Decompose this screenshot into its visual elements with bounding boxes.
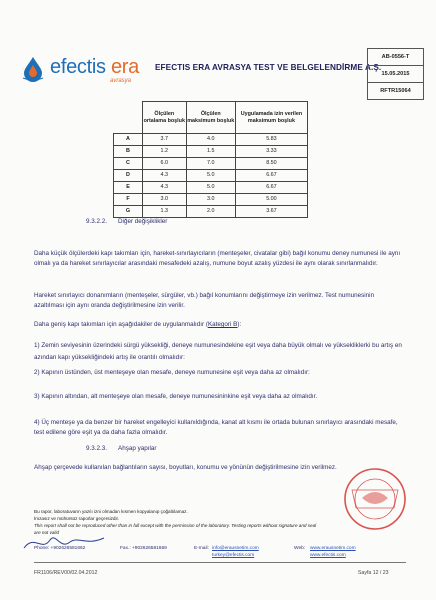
- email-link-secondary[interactable]: turkey@efectis.com: [212, 553, 255, 558]
- website-link-secondary[interactable]: www.efectis.com: [310, 553, 346, 558]
- phone-number: Phone: +902626581662: [34, 546, 86, 551]
- row-label: E: [114, 182, 143, 194]
- table-row: [114, 146, 308, 158]
- allowed-gap-cell: 3.67: [235, 206, 307, 218]
- max-gap-cell: 5.0: [186, 170, 235, 182]
- email-label: E-mail:: [194, 546, 209, 551]
- table-row: [114, 170, 308, 182]
- gap-measurement-table: [113, 101, 308, 218]
- page-header: [20, 48, 416, 98]
- row-label: F: [114, 194, 143, 206]
- report-number: RFTR15064: [380, 88, 411, 94]
- section-title: Diğer değişiklikler: [118, 218, 168, 225]
- page-number: Sayfa 12 / 23: [358, 570, 389, 576]
- disclaimer-en-copy: This report shall not be reproduced other than in full except with the permission of the laboratory. Testing reports without signature and seal: [34, 523, 317, 528]
- logo-droplet-icon: [20, 56, 46, 82]
- list-item-top-hinge: 2) Kapının üstünden, üst menteşeye olan mesafe, deneye numunesine eşit veya daha az olmalıdır:: [34, 369, 310, 376]
- average-gap-cell: 6.0: [143, 158, 187, 170]
- allowed-gap-cell: 6.67: [235, 170, 307, 182]
- allowed-gap-cell: 5.83: [235, 134, 307, 146]
- max-gap-cell: 2.0: [186, 206, 235, 218]
- handwritten-signature: [20, 530, 110, 556]
- average-gap-cell: 4.3: [143, 182, 187, 194]
- table-row: [114, 206, 308, 218]
- paragraph-timber-frame-fixings: Ahşap çerçevede kullanılan bağlantıların sayısı, boyutları, konumu ve yönünün değiştirilmesine izin verilmez.: [34, 464, 337, 471]
- report-reference-box: [367, 48, 424, 100]
- allowed-gap-cell: 8.50: [235, 158, 307, 170]
- header-average-gap: Ölçülen ortalama boşluk: [143, 102, 187, 134]
- section-number: 9.3.2.2.: [86, 218, 108, 225]
- average-gap-cell: 4.3: [143, 170, 187, 182]
- efectis-era-logo: [20, 54, 152, 96]
- disclaimer-tr-signature: İmzasız ve mühürsüz raporlar geçersizdir.: [34, 516, 120, 521]
- list-item-three-hinges: 4) Üç menteşe ya da benzer bir hareket engelleyici kullanıldığında, kanat alt kısmı ile ortada bulunan sınırlayıcı arasındaki mesafe, test edilene göre eşit ya da daha fazla olmalıdır.: [34, 419, 398, 436]
- row-label: B: [114, 146, 143, 158]
- table-row: [114, 134, 308, 146]
- disclaimer-tr-copy: Bu rapor, laboratuvarın yazılı izni olmadan kısmen kopyalanıp çoğaltılamaz.: [34, 509, 188, 514]
- average-gap-cell: 1.3: [143, 206, 187, 218]
- website-link-primary[interactable]: www.erausnetim.com: [310, 546, 356, 551]
- section-title: Ahşap yapılar: [118, 445, 157, 452]
- max-gap-cell: 4.0: [186, 134, 235, 146]
- logo-wordmark: efectis era: [50, 56, 139, 78]
- max-gap-cell: 3.0: [186, 194, 235, 206]
- average-gap-cell: 1.2: [143, 146, 187, 158]
- section-heading-timber-structures: [86, 445, 157, 452]
- row-label: A: [114, 134, 143, 146]
- row-label: D: [114, 170, 143, 182]
- email-link-primary[interactable]: info@erausnetim.com: [212, 546, 259, 551]
- table-row: [114, 158, 308, 170]
- table-corner-cell: [114, 102, 143, 134]
- row-label: C: [114, 158, 143, 170]
- table-row: [114, 182, 308, 194]
- fax-number: Fax.: +902626581669: [120, 546, 167, 551]
- row-label: G: [114, 206, 143, 218]
- paragraph-hardware-positions: Hareket sınırlayıcı donanımların (menteşeler, sürgüler, vb.) bağıl konumlarını değiştirmeye izin verilmez. Test numunesinin azaltılması için aynı oranda değiştirilmesine izin verilir.: [34, 292, 375, 309]
- report-date: 15.05.2015: [368, 66, 423, 83]
- allowed-gap-cell: 3.33: [235, 146, 307, 158]
- section-heading-other-changes: [86, 218, 167, 225]
- category-b-reference: Kategori B: [207, 321, 238, 328]
- paragraph-wider-door-sets: Daha geniş kapı takımları için aşağıdakiler de uygulanmalıdır (Kategori B):: [34, 321, 242, 328]
- average-gap-cell: 3.0: [143, 194, 187, 206]
- web-label: Web:: [294, 546, 306, 551]
- table-header-row: [114, 102, 308, 134]
- max-gap-cell: 7.0: [186, 158, 235, 170]
- allowed-gap-cell: 5.00: [235, 194, 307, 206]
- form-number: FR1106/REV00/02.04.2012: [34, 570, 98, 576]
- company-name: EFECTIS ERA AVRASYA TEST VE BELGELENDİRME A.Ş.: [155, 63, 382, 72]
- max-gap-cell: 1.5: [186, 146, 235, 158]
- accreditation-number: AB-0556-T: [368, 49, 423, 66]
- max-gap-cell: 5.0: [186, 182, 235, 194]
- list-item-bolt-height: 1) Zemin seviyesinin üzerindeki sürgü yüksekliği, deneye numunesindekine eşit veya daha büyük olmalı ve yüksekliklerki bu artış en azından kapı yüksekliğindeki artış ile orantılı olmalıdır:: [34, 342, 402, 361]
- paragraph-small-door-sets: Daha küçük ölçülerdeki kapı takımları için, hareket-sınırlayıcıların (menteşeler, civatalar gibi) bağıl konumu deney numunesi ile aynı olmalı ya da hareket sınırlayıcılar arasındaki mesafedeki azalış, numune boyut azalış yüzdesi ile aynı olarak sınırlanmalıdır.: [34, 250, 401, 267]
- header-allowed-gap: Uygulamada izin verilen maksimum boşluk: [235, 102, 307, 134]
- section-number: 9.3.2.3.: [86, 445, 108, 452]
- disclaimer-en-validity: are not valid: [34, 530, 60, 535]
- average-gap-cell: 3.7: [143, 134, 187, 146]
- allowed-gap-cell: 6.67: [235, 182, 307, 194]
- list-item-bottom-hinge: 3) Kapının altından, alt menteşeye olan mesafe, deneye numunesininkine eşit veya daha az olmalıdır.: [34, 393, 318, 400]
- footer-divider: [34, 562, 406, 563]
- logo-subtitle: avrasya: [110, 78, 132, 84]
- table-row: [114, 194, 308, 206]
- header-max-gap: Ölçülen maksimum boşluk: [186, 102, 235, 134]
